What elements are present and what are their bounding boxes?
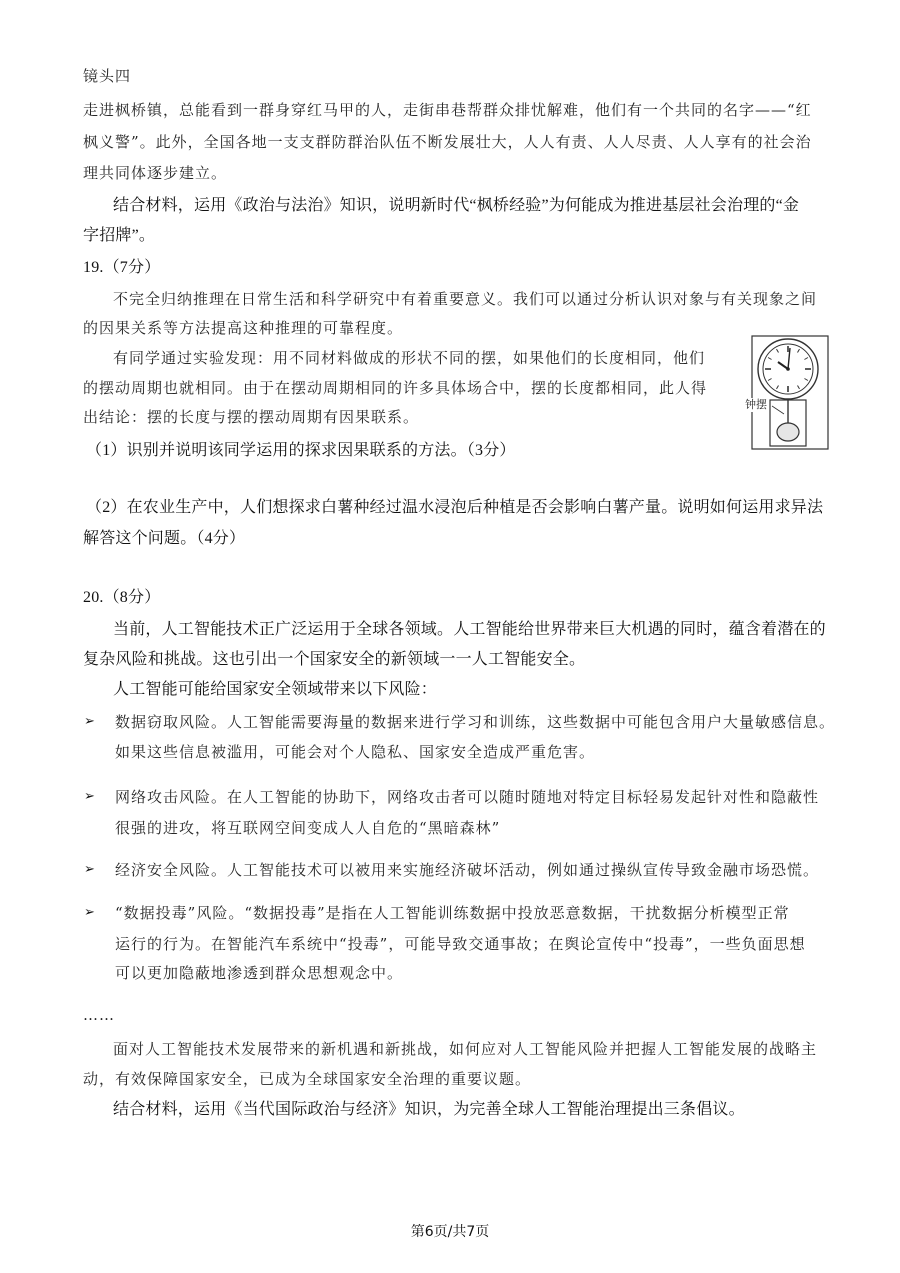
question-19-experiment-line: 有同学通过实验发现：用不同材料做成的形状不同的摆，如果他们的长度相同，他们: [113, 349, 706, 367]
risk-item-line: 经济安全风险。人工智能技术可以被用来实施经济破坏活动，例如通过操纵宣传导致金融市场恐慌。: [115, 861, 820, 879]
bullet-arrow-icon: ➢: [84, 789, 95, 804]
pendulum-label: 钟摆: [745, 398, 767, 411]
question-19-sub1: （1）识别并说明该同学运用的探求因果联系的方法。（3分）: [86, 442, 516, 459]
scene-text-line: 理共同体逐步建立。: [83, 164, 228, 182]
page-number: 第6页/共7页: [410, 1224, 490, 1240]
question-20-intro-line: 当前，人工智能技术正广泛运用于全球各领域。人工智能给世界带来巨大机遇的同时，蕴含着潜在的: [113, 621, 826, 638]
question-19-experiment-line: 出结论：摆的长度与摆的摆动周期有因果联系。: [83, 408, 420, 426]
question-20-intro-line: 复杂风险和挑战。这也引出一个国家安全的新领域一一人工智能安全。: [83, 651, 586, 668]
question-19-intro-line: 不完全归纳推理在日常生活和科学研究中有着重要意义。我们可以通过分析认识对象与有关现象之间: [113, 290, 818, 308]
risk-item-line: 网络攻击风险。在人工智能的协助下，网络攻击者可以随时随地对特定目标轻易发起针对性和隐蔽性: [115, 788, 820, 806]
question-18-prompt-line: 结合材料，运用《政治与法治》知识，说明新时代“枫桥经验”为何能成为推进基层社会治理的“金: [113, 197, 800, 214]
clock-center: [786, 367, 790, 371]
question-20-lead: 人工智能可能给国家安全领域带来以下风险：: [113, 681, 438, 698]
question-19-intro-line: 的因果关系等方法提高这种推理的可靠程度。: [83, 319, 404, 337]
question-20-prompt: 结合材料，运用《当代国际政治与经济》知识，为完善全球人工智能治理提出三条倡议。: [113, 1101, 745, 1118]
risk-item-line: “数据投毒”风险。“数据投毒”是指在人工智能训练数据中投放恶意数据，干扰数据分析模型正常: [115, 904, 790, 922]
ellipsis: ……: [83, 1006, 115, 1024]
question-19-sub2-line: （2）在农业生产中，人们想探求白薯种经过温水浸泡后种植是否会影响白薯产量。说明如何运用求异法: [86, 499, 824, 516]
question-20-conclusion-line: 动，有效保障国家安全，已成为全球国家安全治理的重要议题。: [83, 1070, 532, 1088]
risk-item-line: 很强的进攻，将互联网空间变成人人自危的“黑暗森林”: [115, 819, 501, 837]
scene-text-line: 走进枫桥镇，总能看到一群身穿红马甲的人，走街串巷帮群众排忧解难，他们有一个共同的名字——“红: [83, 101, 812, 119]
question-20-number: 20.（8分）: [83, 589, 161, 606]
question-18-prompt-line: 字招牌”。: [83, 227, 156, 244]
question-19-sub2-line: 解答这个问题。（4分）: [83, 530, 246, 547]
scene-heading: 镜头四: [83, 67, 132, 85]
question-19-number: 19.（7分）: [83, 259, 161, 276]
risk-item-line: 如果这些信息被滥用，可能会对个人隐私、国家安全造成严重危害。: [115, 743, 596, 761]
pendulum-bob: [777, 423, 799, 441]
bullet-arrow-icon: ➢: [84, 862, 95, 877]
question-20-conclusion-line: 面对人工智能技术发展带来的新机遇和新挑战，如何应对人工智能风险并把握人工智能发展的战略主: [113, 1040, 818, 1058]
risk-item-line: 可以更加隐蔽地渗透到群众思想观念中。: [115, 964, 404, 982]
question-19-experiment-line: 的摆动周期也就相同。由于在摆动周期相同的许多具体场合中，摆的长度都相同，此人得: [83, 379, 708, 397]
risk-item-line: 运行的行为。在智能汽车系统中“投毒”，可能导致交通事故；在舆论宣传中“投毒”，一些负面思想: [115, 935, 806, 953]
bullet-arrow-icon: ➢: [84, 714, 95, 729]
bullet-arrow-icon: ➢: [84, 905, 95, 920]
pendulum-clock-figure: [746, 334, 830, 452]
risk-item-line: 数据窃取风险。人工智能需要海量的数据来进行学习和训练，这些数据中可能包含用户大量敏感信息。: [115, 713, 836, 731]
scene-text-line: 枫义警”。此外，全国各地一支支群防群治队伍不断发展壮大，人人有责、人人尽责、人人享有的社会治: [83, 133, 812, 151]
